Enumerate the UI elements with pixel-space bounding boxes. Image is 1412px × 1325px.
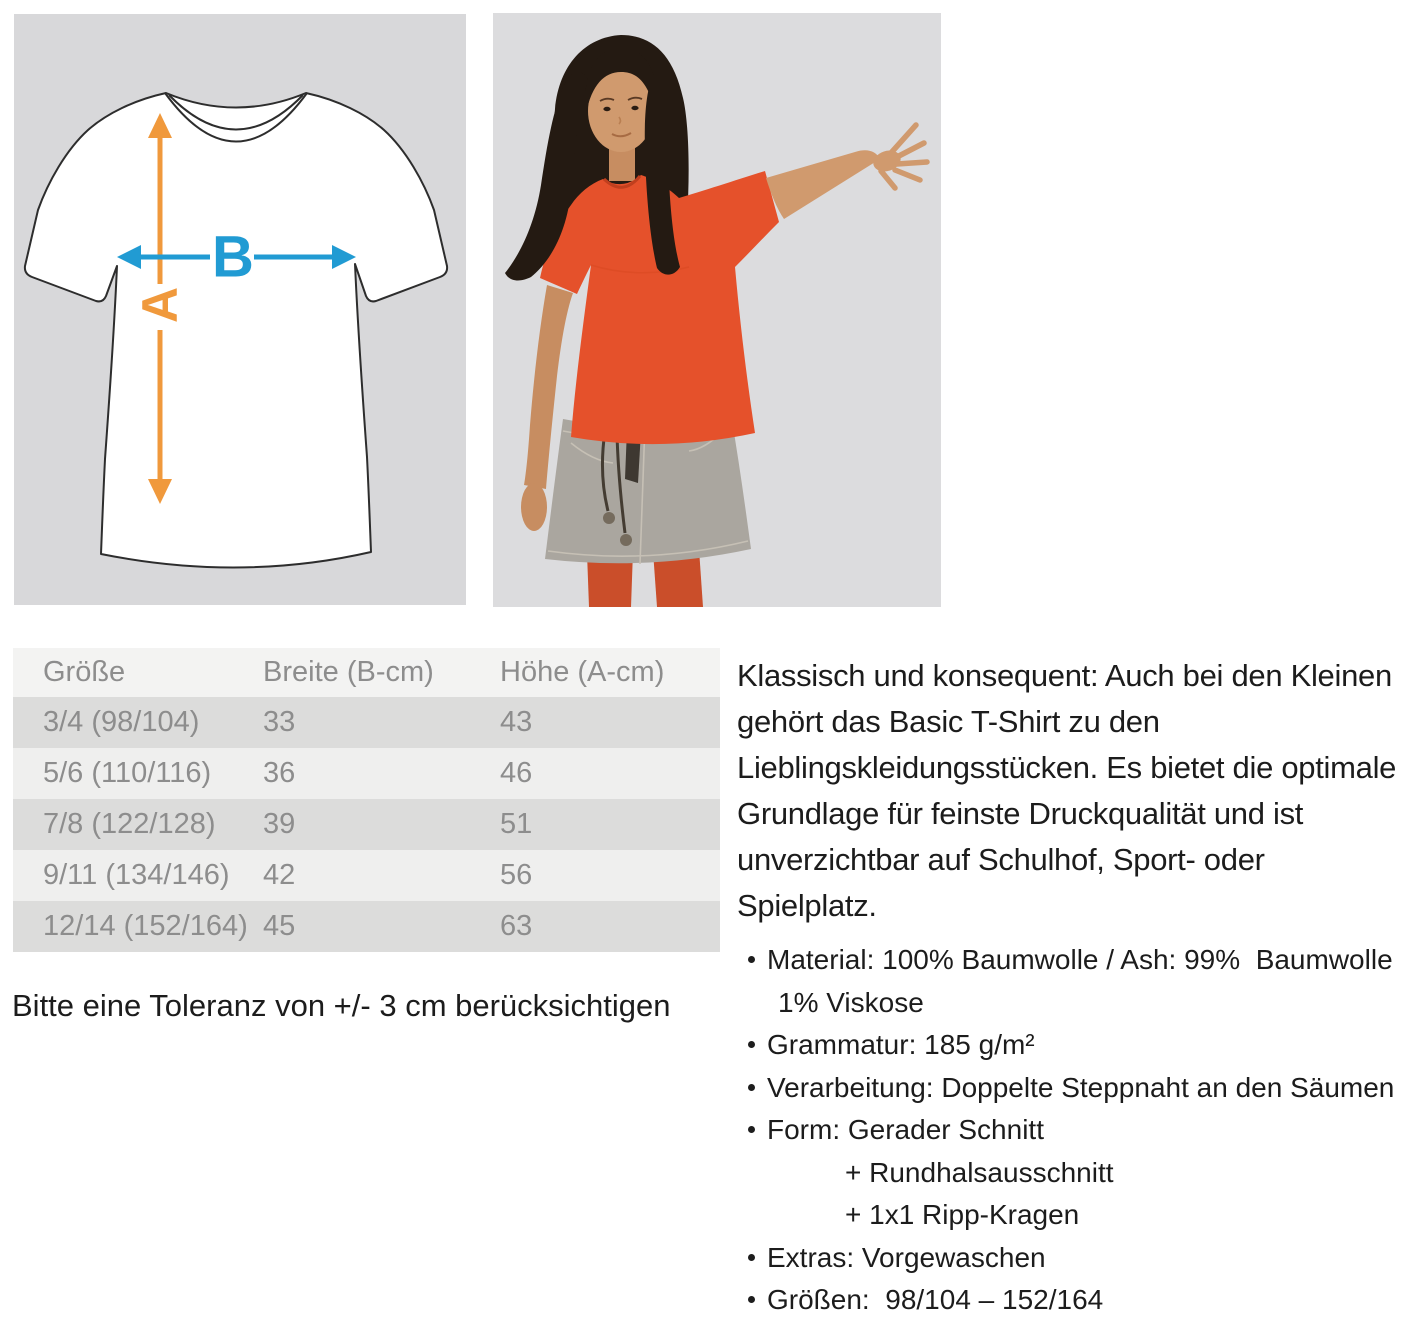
bullet-icon bbox=[748, 1254, 755, 1261]
size-table-header bbox=[13, 648, 720, 697]
feature-groessen bbox=[744, 1279, 1412, 1322]
cell-hoehe: 46 bbox=[500, 757, 533, 789]
product-photo bbox=[493, 13, 941, 607]
cell-breite: 36 bbox=[263, 757, 296, 789]
feature-extras bbox=[744, 1237, 1412, 1280]
col-hoehe: Höhe (A-cm) bbox=[500, 656, 665, 688]
table-row bbox=[13, 697, 720, 748]
bullet-icon bbox=[748, 956, 755, 963]
cell-groesse: 7/8 (122/128) bbox=[43, 808, 216, 840]
cell-groesse: 5/6 (110/116) bbox=[43, 757, 212, 789]
feature-sub-line: + Rundhalsausschnitt bbox=[845, 1156, 1114, 1188]
cell-groesse: 12/14 (152/164) bbox=[43, 910, 248, 942]
feature-line: Größen: 98/104 – 152/164 bbox=[767, 1284, 1104, 1315]
product-photo-panel bbox=[493, 13, 941, 607]
cell-groesse: 9/11 (134/146) bbox=[43, 859, 230, 891]
feature-line: Form: Gerader Schnitt bbox=[767, 1114, 1044, 1145]
cell-hoehe: 51 bbox=[500, 808, 533, 840]
feature-line: Verarbeitung: Doppelte Steppnaht an den Säumen bbox=[767, 1071, 1395, 1103]
cell-breite: 42 bbox=[263, 859, 296, 891]
cell-breite: 45 bbox=[263, 910, 296, 942]
feature-material bbox=[744, 939, 1412, 1024]
feature-form bbox=[744, 1109, 1412, 1237]
table-row bbox=[13, 901, 720, 952]
cell-hoehe: 63 bbox=[500, 910, 533, 942]
cell-hoehe: 56 bbox=[500, 859, 533, 891]
feature-line: Extras: Vorgewaschen bbox=[767, 1241, 1046, 1273]
product-description: Klassisch und konsequent: Auch bei den Kleinen gehört das Basic T-Shirt zu den Lieblingskleidungsstücken. Es bietet die optimale Grundlage für feinste Druckqualität und ist unverzichtbar auf Schulhof, Sport- oder Spielplatz. bbox=[737, 658, 1397, 923]
col-breite: Breite (B-cm) bbox=[263, 656, 434, 688]
col-groesse: Größe bbox=[43, 656, 126, 688]
label-b: B bbox=[212, 224, 254, 290]
table-row bbox=[13, 850, 720, 901]
cell-breite: 39 bbox=[263, 808, 296, 840]
feature-line: Material: 100% Baumwolle / Ash: 99% Baumwolle bbox=[767, 944, 1393, 975]
bullet-icon bbox=[748, 1296, 755, 1303]
feature-wrap-line: 1% Viskose bbox=[778, 986, 924, 1018]
table-row bbox=[13, 799, 720, 850]
feature-sub-line: + 1x1 Ripp-Kragen bbox=[845, 1199, 1080, 1230]
feature-line: Grammatur: 185 g/m² bbox=[767, 1029, 1035, 1060]
size-diagram-panel bbox=[14, 14, 466, 605]
cell-breite: 33 bbox=[263, 706, 296, 738]
tshirt-outline bbox=[25, 93, 447, 568]
feature-list bbox=[744, 939, 1412, 1322]
table-row bbox=[13, 748, 720, 799]
label-a: A bbox=[132, 286, 188, 324]
feature-grammatur bbox=[744, 1024, 1412, 1067]
size-table bbox=[13, 648, 720, 952]
cell-hoehe: 43 bbox=[500, 706, 533, 738]
cell-groesse: 3/4 (98/104) bbox=[43, 706, 200, 738]
feature-verarbeitung bbox=[744, 1067, 1412, 1110]
size-diagram bbox=[14, 14, 466, 605]
bullet-icon bbox=[748, 1041, 755, 1048]
bullet-icon bbox=[748, 1126, 755, 1133]
tolerance-note: Bitte eine Toleranz von +/- 3 cm berücksichtigen bbox=[12, 988, 671, 1023]
bullet-icon bbox=[748, 1084, 755, 1091]
